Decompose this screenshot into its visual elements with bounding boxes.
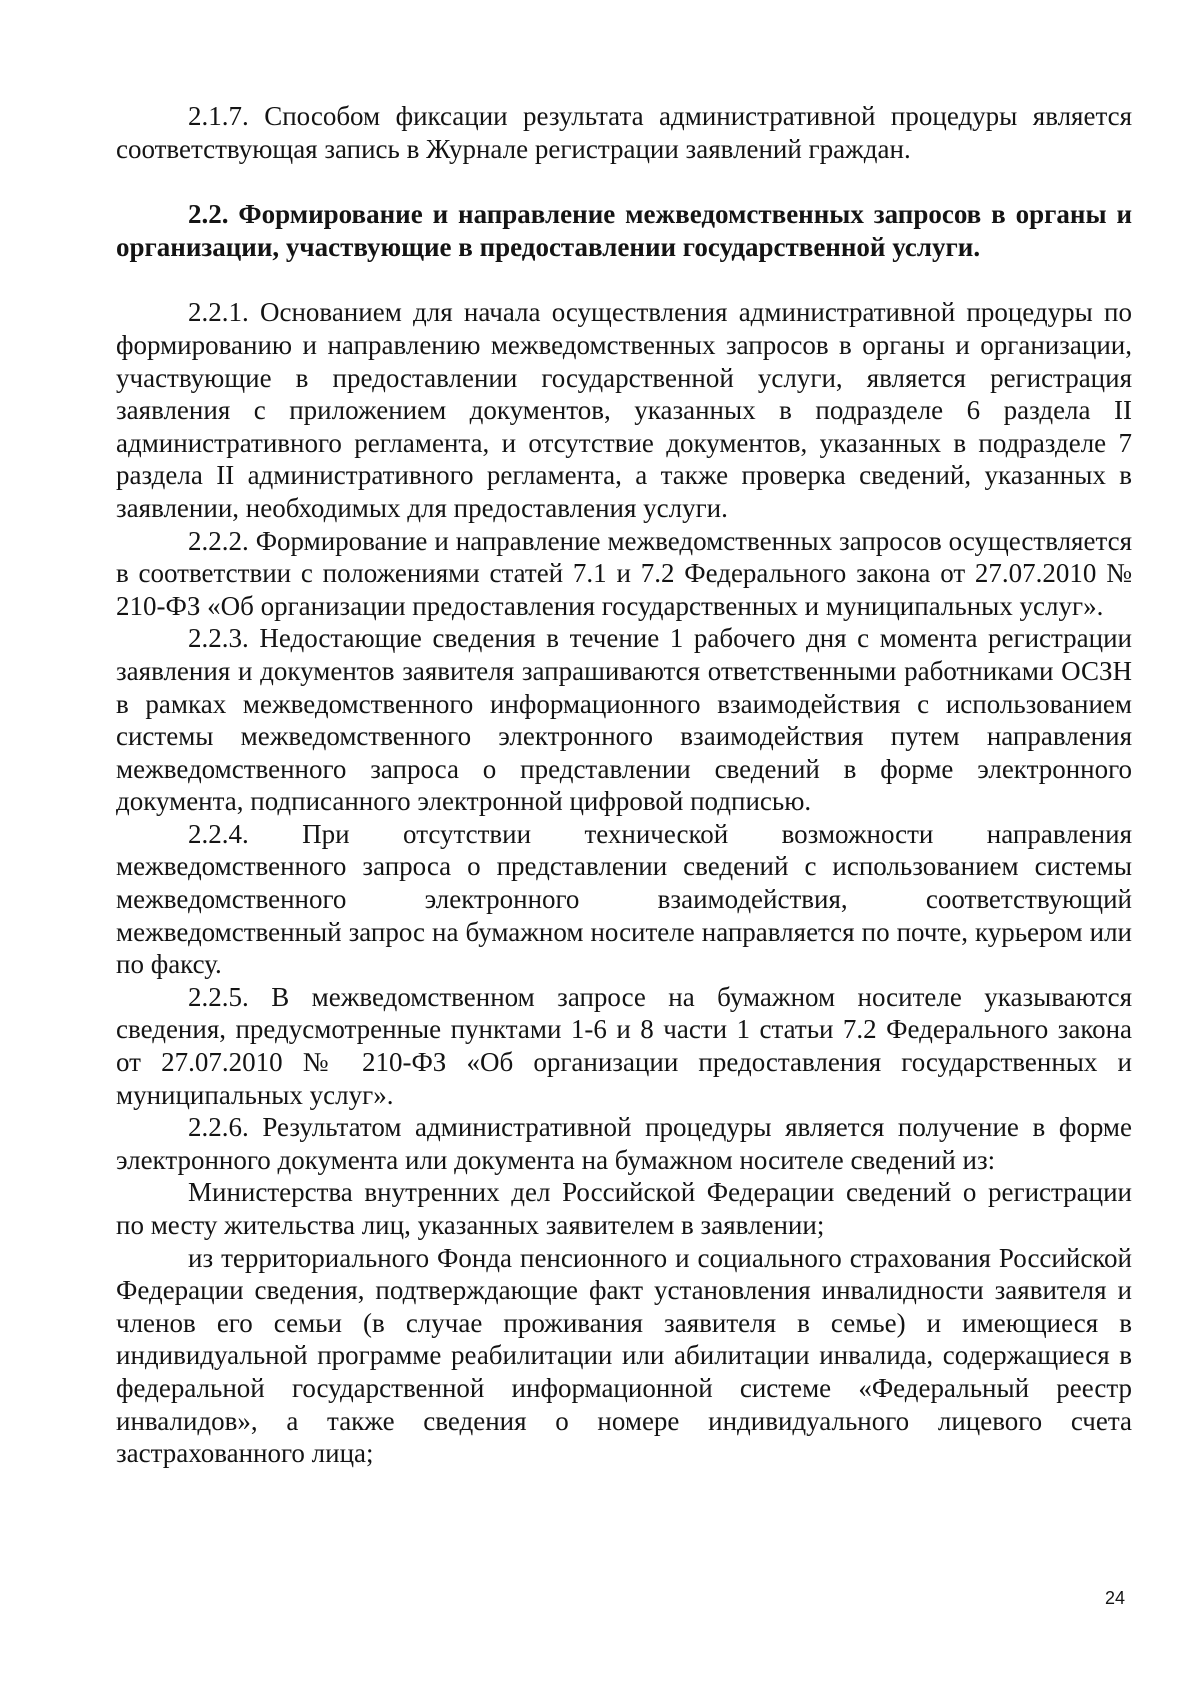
paragraph-2-2-1: 2.2.1. Основанием для начала осуществления административной процедуры по формированию и направлению межведомственных запросов в органы и организации, участвующие в предоставлении государственной услуги, является регистрация заявления с приложением документов, указанных в подразделе 6 раздела II административного регламента, и отсутствие документов, указанных в подразделе 7 раздела II административного регламента, а также проверка сведений, указанных в заявлении, необходимых для предоставления услуги. bbox=[116, 297, 1132, 523]
paragraph-2-2-5: 2.2.5. В межведомственном запросе на бумажном носителе указываются сведения, предусмотренные пунктами 1-6 и 8 части 1 статьи 7.2 Федерального закона от 27.07.2010 № 210-ФЗ «Об организации предоставления государственных и муниципальных услуг». bbox=[116, 981, 1132, 1110]
paragraph-2-2-6: 2.2.6. Результатом административной процедуры является получение в форме электронного документа или документа на бумажном носителе сведений из: bbox=[116, 1112, 1132, 1175]
paragraph-mvd-sources: Министерства внутренних дел Российской Федерации сведений о регистрации по месту жительства лиц, указанных заявителем в заявлении; bbox=[116, 1177, 1132, 1240]
paragraph-2-1-7: 2.1.7. Способом фиксации результата административной процедуры является соответствующая запись в Журнале регистрации заявлений граждан. bbox=[116, 101, 1132, 164]
page-number: 24 bbox=[1105, 1588, 1126, 1608]
paragraph-2-2-2: 2.2.2. Формирование и направление межведомственных запросов осуществляется в соответствии с положениями статей 7.1 и 7.2 Федерального закона от 27.07.2010 № 210-ФЗ «Об организации предоставления государственных и муниципальных услуг». bbox=[116, 525, 1132, 621]
paragraph-sfr-sources: из территориального Фонда пенсионного и социального страхования Российской Федерации сведения, подтверждающие факт установления инвалидности заявителя и членов его семьи (в случае проживания заявителя в семье) и имеющиеся в индивидуальной программе реабилитации или абилитации инвалида, содержащиеся в федеральной государственной информационной системе «Федеральный реестр инвалидов», а также сведения о номере индивидуального лицевого счета застрахованного лица; bbox=[116, 1242, 1132, 1469]
paragraph-2-2-3: 2.2.3. Недостающие сведения в течение 1 рабочего дня с момента регистрации заявления и документов заявителя запрашиваются ответственными работниками ОСЗН в рамках межведомственного информационного взаимодействия с использованием системы межведомственного электронного взаимодействия путем направления межведомственного запроса о представлении сведений в форме электронного документа, подписанного электронной цифровой подписью. bbox=[116, 623, 1132, 817]
section-heading-2-2: 2.2. Формирование и направление межведомственных запросов в органы и организации, участвующие в предоставлении государственной услуги. bbox=[116, 199, 1132, 262]
paragraph-2-2-4: 2.2.4. При отсутствии технической возможности направления межведомственного запроса о представлении сведений с использованием системы межведомственного электронного взаимодействия, соответствующий межведомственный запрос на бумажном носителе направляется по почте, курьером или по факсу. bbox=[116, 818, 1132, 980]
document-page bbox=[116, 100, 1132, 1470]
